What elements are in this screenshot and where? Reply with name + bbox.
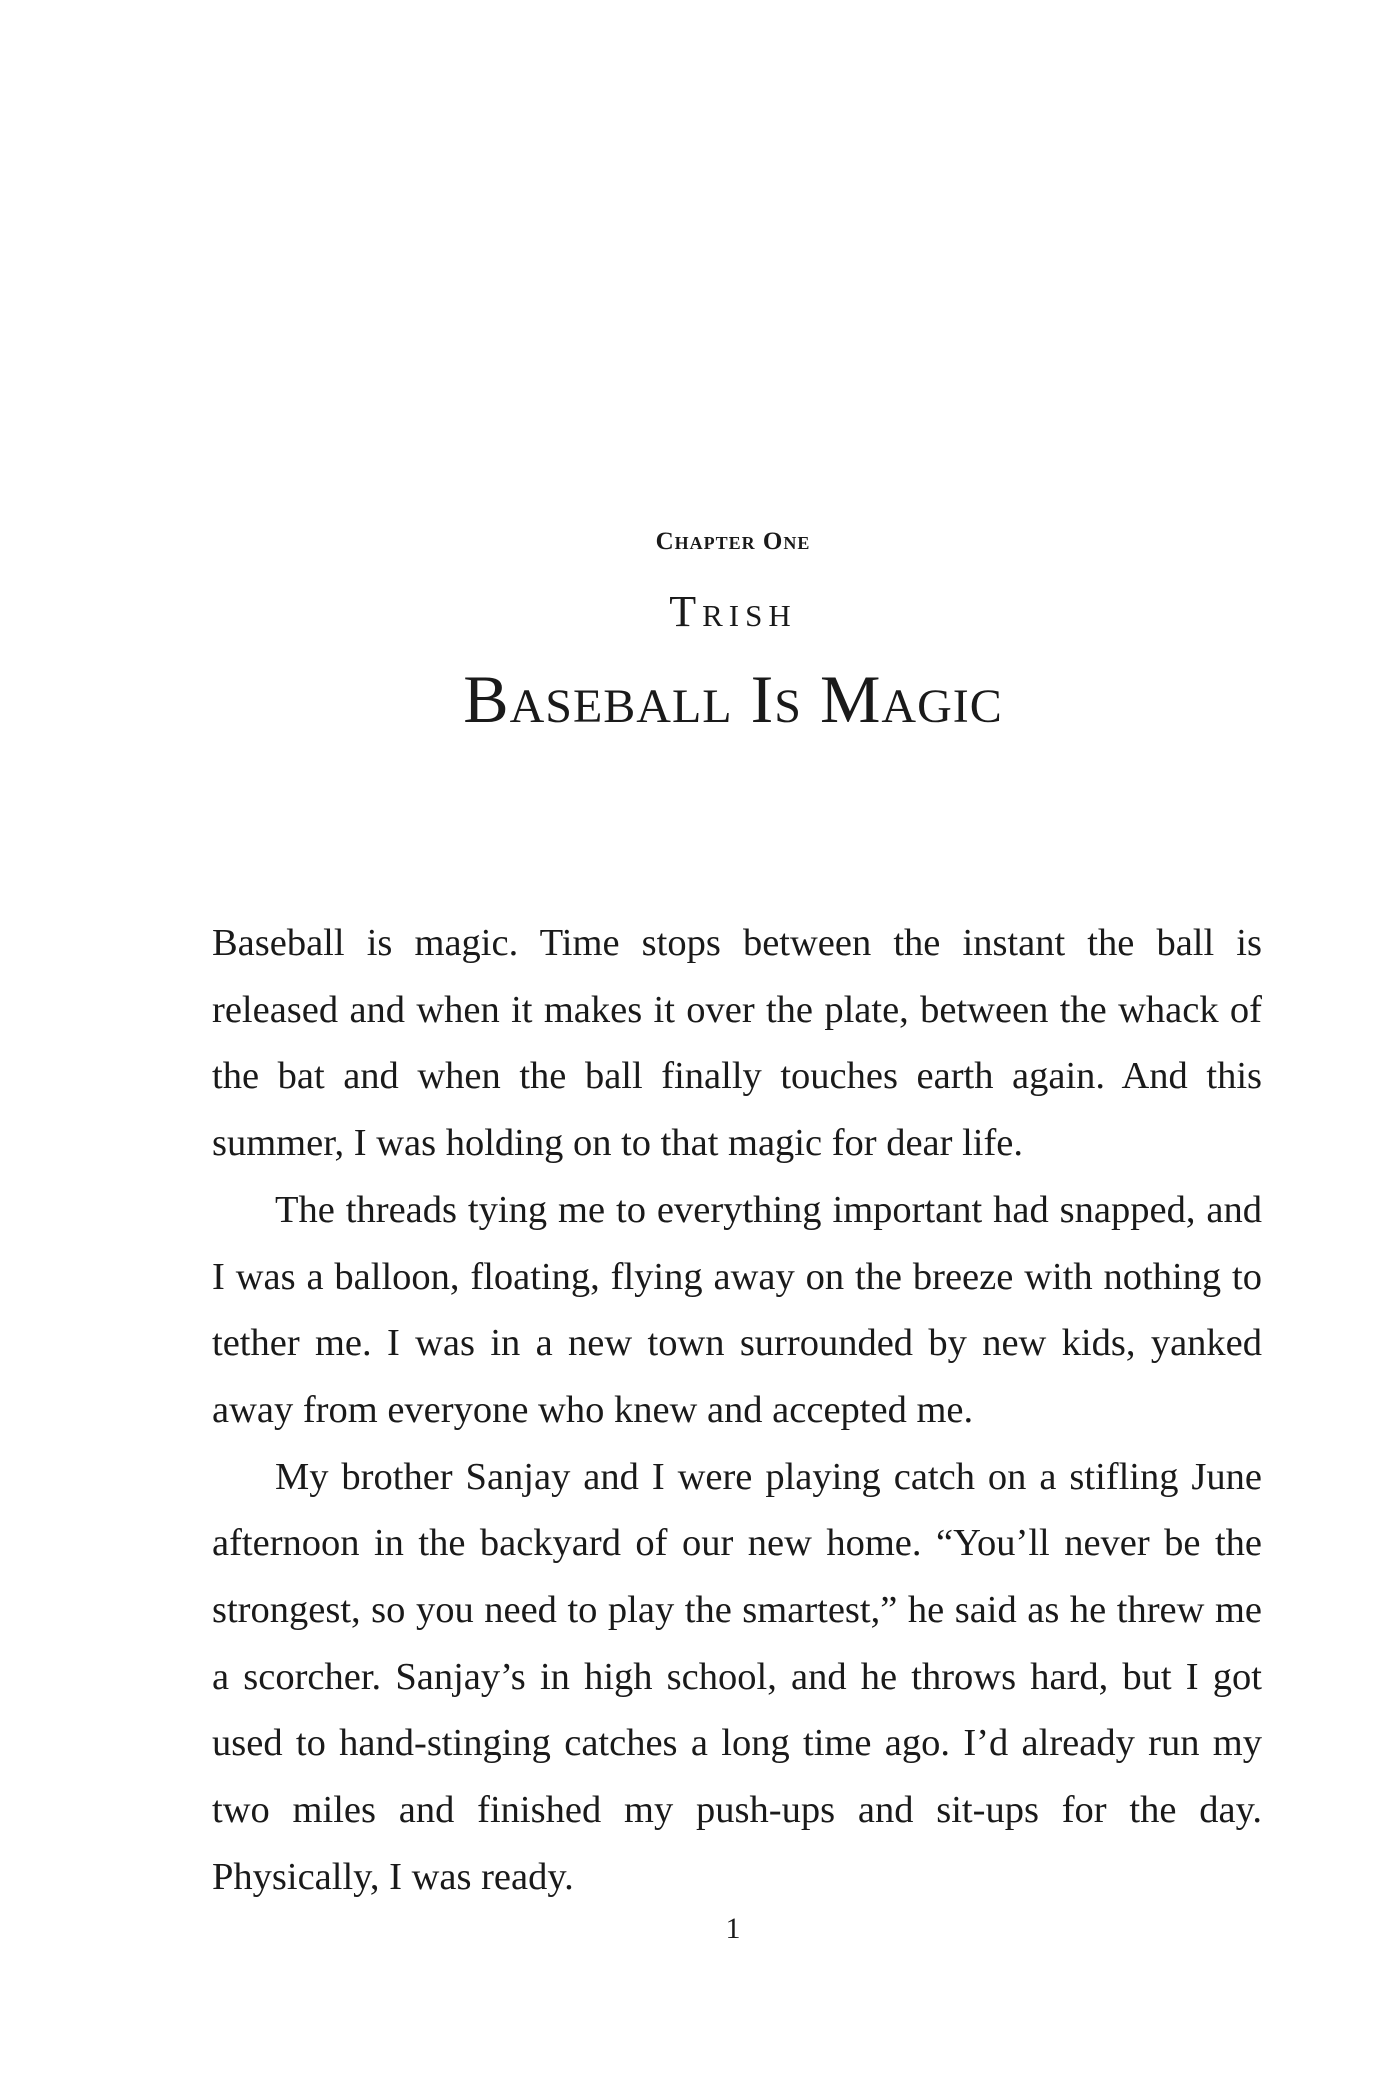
paragraph-2: The threads tying me to everything important had snapped, and I was a balloon, floating, flying away on the breeze with nothing to tether me. I was in a new town surrounded by new kids, yanked away from everyone who knew and accepted me. bbox=[212, 1188, 1262, 1431]
chapter-narrator: Trish bbox=[669, 587, 797, 636]
chapter-title: Baseball Is Magic bbox=[463, 661, 1003, 737]
chapter-label: Chapter One bbox=[655, 528, 811, 555]
paragraph-3: My brother Sanjay and I were playing catch on a stifling June afternoon in the backyard of our new home. “You’ll never be the strongest, so you need to play the smartest,” he said as he threw me a scorcher. Sanjay’s in high school, and he throws hard, but I got used to hand-stinging catches a long time ago. I’d already run my two miles and finished my push-ups and sit-ups for the day. Physically, I was ready. bbox=[212, 1455, 1262, 1898]
paragraph-1: Baseball is magic. Time stops between the instant the ball is released and when it makes it over the plate, between the whack of the bat and when the ball finally touches earth again. And this summer, I was holding on to that magic for dear life. bbox=[212, 922, 1262, 1165]
body-text bbox=[212, 910, 1262, 1911]
page-number: 1 bbox=[725, 1912, 741, 1945]
